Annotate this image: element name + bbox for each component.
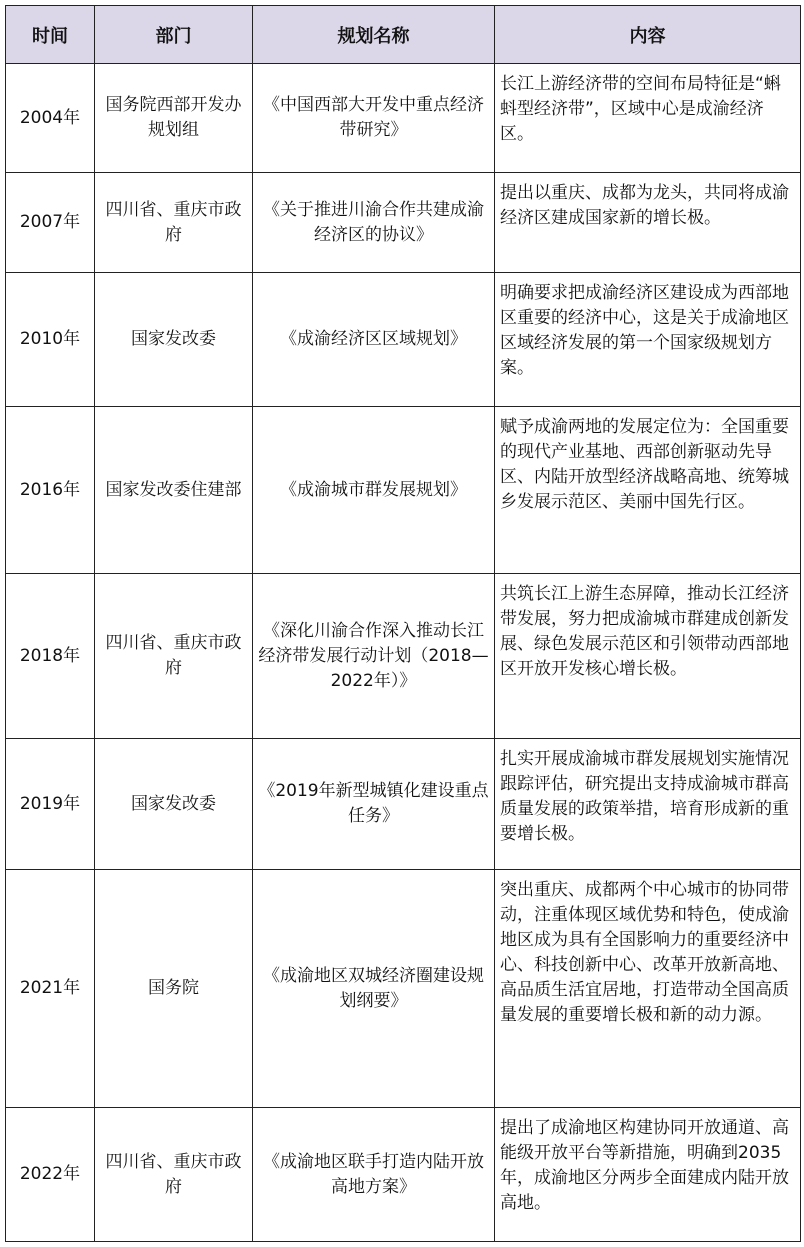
- content-cell: [495, 173, 801, 273]
- table-row: [6, 1108, 801, 1242]
- dept-cell: 四川省、重庆市政府: [95, 574, 253, 739]
- content-cell: [495, 64, 801, 173]
- content-text: 共筑长江上游生态屏障，推动长江经济带发展，努力把成渝城市群建成创新发展、绿色发展示范区和引领带动西部地区开放开发核心增长极。: [500, 584, 789, 679]
- table-row: [6, 64, 801, 173]
- header-plan: 规划名称: [253, 6, 495, 64]
- dept-cell: 国务院: [95, 870, 253, 1108]
- table-row: [6, 173, 801, 273]
- year-cell: 2021年: [6, 870, 95, 1108]
- header-row: [6, 6, 801, 64]
- year-cell: 2022年: [6, 1108, 95, 1242]
- plan-cell: 《成渝地区双城经济圈建设规划纲要》: [253, 870, 495, 1108]
- content-text: 提出以重庆、成都为龙头，共同将成渝经济区建成国家新的增长极。: [500, 183, 789, 228]
- content-cell: [495, 739, 801, 870]
- year-cell: 2004年: [6, 64, 95, 173]
- content-cell: [495, 1108, 801, 1242]
- table-row: [6, 273, 801, 407]
- content-text: 赋予成渝两地的发展定位为：全国重要的现代产业基地、西部创新驱动先导区、内陆开放型经济战略高地、统筹城乡发展示范区、美丽中国先行区。: [500, 417, 789, 512]
- dept-cell: 国务院西部开发办规划组: [95, 64, 253, 173]
- header-content: 内容: [495, 6, 801, 64]
- content-text: 明确要求把成渝经济区建设成为西部地区重要的经济中心，这是关于成渝地区区域经济发展的第一个国家级规划方案。: [500, 283, 789, 378]
- plan-cell: 《深化川渝合作深入推动长江经济带发展行动计划（2018—2022年）》: [253, 574, 495, 739]
- content-text: 长江上游经济带的空间布局特征是“蝌蚪型经济带”，区域中心是成渝经济区。: [500, 74, 781, 144]
- dept-cell: 四川省、重庆市政府: [95, 1108, 253, 1242]
- table-row: [6, 574, 801, 739]
- table-row: [6, 407, 801, 574]
- content-text: 突出重庆、成都两个中心城市的协同带动，注重体现区域优势和特色，使成渝地区成为具有全国影响力的重要经济中心、科技创新中心、改革开放新高地、高品质生活宜居地，打造带动全国高质量发展的重要增长极和新的动力源。: [500, 880, 789, 1025]
- dept-cell: 四川省、重庆市政府: [95, 173, 253, 273]
- plan-cell: 《成渝经济区区域规划》: [253, 273, 495, 407]
- year-cell: 2018年: [6, 574, 95, 739]
- content-text: 扎实开展成渝城市群发展规划实施情况跟踪评估，研究提出支持成渝城市群高质量发展的政策举措，培育形成新的重要增长极。: [500, 749, 789, 844]
- plan-cell: 《中国西部大开发中重点经济带研究》: [253, 64, 495, 173]
- header-time: 时间: [6, 6, 95, 64]
- table-row: [6, 870, 801, 1108]
- plan-cell: 《2019年新型城镇化建设重点任务》: [253, 739, 495, 870]
- plan-cell: 《成渝地区联手打造内陆开放高地方案》: [253, 1108, 495, 1242]
- plan-cell: 《成渝城市群发展规划》: [253, 407, 495, 574]
- content-text: 提出了成渝地区构建协同开放通道、高能级开放平台等新措施，明确到2035年，成渝地区分两步全面建成内陆开放高地。: [500, 1118, 789, 1213]
- dept-cell: 国家发改委: [95, 273, 253, 407]
- content-cell: [495, 574, 801, 739]
- table-row: [6, 739, 801, 870]
- year-cell: 2019年: [6, 739, 95, 870]
- year-cell: 2010年: [6, 273, 95, 407]
- content-cell: [495, 407, 801, 574]
- policy-table: [5, 5, 801, 1242]
- year-cell: 2007年: [6, 173, 95, 273]
- plan-cell: 《关于推进川渝合作共建成渝经济区的协议》: [253, 173, 495, 273]
- year-cell: 2016年: [6, 407, 95, 574]
- content-cell: [495, 273, 801, 407]
- content-cell: [495, 870, 801, 1108]
- header-dept: 部门: [95, 6, 253, 64]
- dept-cell: 国家发改委住建部: [95, 407, 253, 574]
- dept-cell: 国家发改委: [95, 739, 253, 870]
